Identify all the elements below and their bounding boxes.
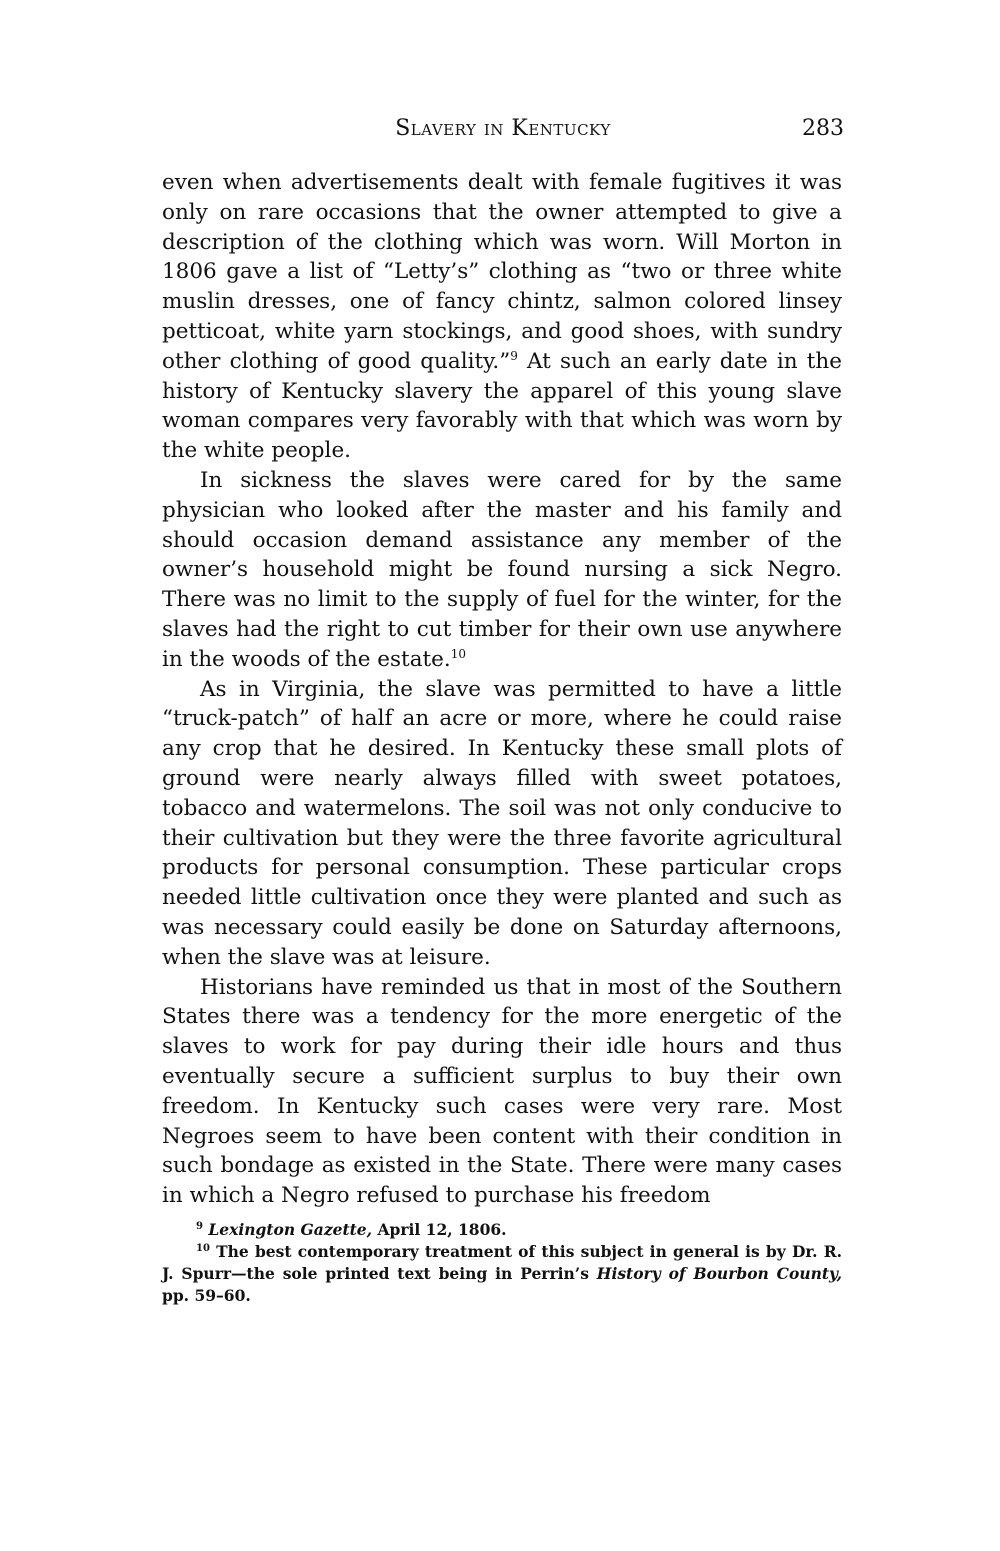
footnote-9-title: Lexington Gazette,: [208, 1220, 373, 1239]
paragraph-1-text-b: At such an early date in the history of Kentucky slavery the apparel of this young slave woman compares very favorably with that which was worn by the white people.: [162, 348, 842, 464]
footnote-9: [162, 1219, 842, 1241]
paragraph-2-text: In sickness the slaves were cared for by the same physician who looked after the master and his family and should occasion demand assistance any member of the owner’s household might be found nursing a sick Negro. There was no limit to the supply of fuel for the winter, for the slaves had the right to cut timber for their own use anywhere in the woods of the estate.: [162, 467, 842, 672]
running-head: [162, 116, 844, 148]
footnote-9-rest: April 12, 1806.: [372, 1220, 507, 1239]
footnote-ref-10: 10: [450, 646, 466, 661]
paragraph-3: [162, 675, 842, 973]
paragraph-1-text-a: even when advertisements dealt with female fugitives it was only on rare occasions that the owner attempted to give a description of the clothing which was worn. Will Morton in 1806 gave a list of “Letty’s” clothing as “two or three white muslin dresses, one of fancy chintz, salmon colored linsey petticoat, white yarn stockings, and good shoes, with sundry other clothing of good quality.”: [162, 170, 842, 374]
paragraph-3-text: As in Virginia, the slave was permitted to have a little “truck-patch” of half an acre or more, where he could raise any crop that he desired. In Kentucky these small plots of ground were nearly always filled with sweet potatoes, tobacco and watermelons. The soil was not only conducive to their cultivation but they were the three favorite agricultural products for personal consumption. These particular crops needed little cultivation once they were planted and such as was necessary could easily be done on Saturday afternoons, when the slave was at leisure.: [162, 676, 842, 970]
footnote-10-text-b: pp. 59–60.: [162, 1286, 251, 1305]
footnote-ref-9: 9: [510, 348, 518, 363]
footnote-10: [162, 1241, 842, 1307]
paragraph-2: [162, 466, 842, 675]
footnotes: [162, 1219, 842, 1307]
paragraph-1: [162, 168, 842, 466]
footnote-10-text-a: The best contemporary treatment of this subject in general is by Dr. R. J. Spurr—the sole printed text being in Perrin’s: [162, 1242, 842, 1283]
paragraph-4-text: Historians have reminded us that in most of the Southern States there was a tendency for the more energetic of the slaves to work for pay during their idle hours and thus eventually secure a sufficient surplus to buy their own freedom. In Kentucky such cases were very rare. Most Negroes seem to have been content with their condition in such bondage as existed in the State. There were many cases in which a Negro refused to purchase his freedom: [162, 974, 842, 1209]
footnote-10-title: History of Bourbon County,: [596, 1264, 842, 1283]
footnote-9-marker: 9: [196, 1221, 203, 1232]
footnote-10-marker: 10: [196, 1243, 210, 1254]
body-text: [162, 168, 842, 1211]
paragraph-4: [162, 973, 842, 1211]
running-title: Slavery in Kentucky: [395, 116, 611, 141]
page-number: 283: [802, 116, 844, 141]
